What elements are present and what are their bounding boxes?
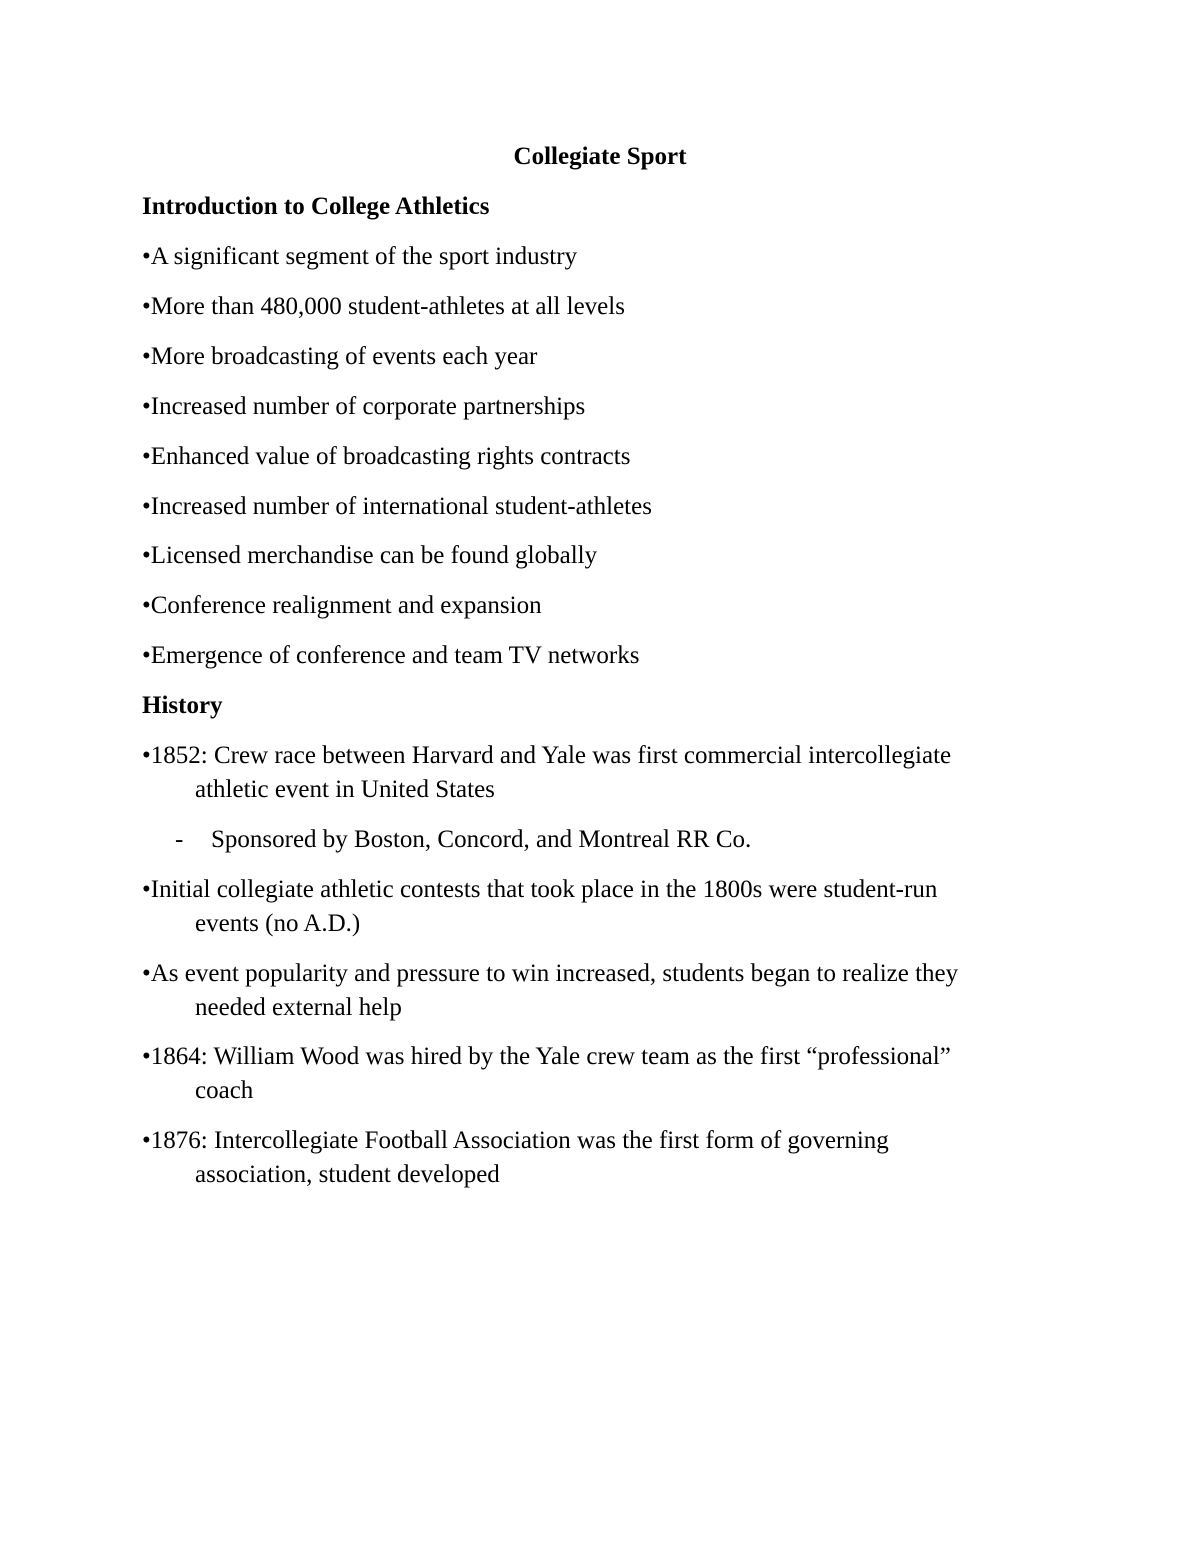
- intro-bullet: •Licensed merchandise can be found globally: [142, 542, 598, 569]
- history-bullet-continuation: needed external help: [195, 994, 402, 1021]
- history-bullet-continuation: events (no A.D.): [195, 910, 361, 937]
- history-bullet: •Initial collegiate athletic contests that took place in the 1800s were student-run: [142, 876, 938, 903]
- history-bullet: •As event popularity and pressure to win increased, students began to realize they: [142, 960, 959, 987]
- history-bullet-continuation: athletic event in United States: [195, 776, 495, 803]
- section-heading-history: History: [142, 692, 223, 719]
- history-sub-bullet: Sponsored by Boston, Concord, and Montreal RR Co.: [211, 826, 752, 853]
- intro-bullet: •Emergence of conference and team TV networks: [142, 642, 640, 669]
- intro-bullet: •More than 480,000 student-athletes at all levels: [142, 293, 625, 320]
- sub-bullet-marker: -: [175, 826, 184, 853]
- history-bullet: •1852: Crew race between Harvard and Yale was first commercial intercollegiate: [142, 742, 952, 769]
- history-bullet-continuation: association, student developed: [195, 1161, 500, 1188]
- intro-bullet: •Increased number of corporate partnerships: [142, 393, 586, 420]
- history-bullet-continuation: coach: [195, 1077, 254, 1104]
- intro-bullet: •More broadcasting of events each year: [142, 343, 538, 370]
- intro-bullet: •Increased number of international student-athletes: [142, 493, 652, 520]
- document-title: Collegiate Sport: [513, 143, 687, 170]
- intro-bullet: •Enhanced value of broadcasting rights contracts: [142, 443, 631, 470]
- history-bullet: •1864: William Wood was hired by the Yale crew team as the first “professional”: [142, 1043, 951, 1070]
- section-heading-introduction: Introduction to College Athletics: [142, 193, 490, 220]
- history-bullet: •1876: Intercollegiate Football Association was the first form of governing: [142, 1127, 889, 1154]
- intro-bullet: •Conference realignment and expansion: [142, 592, 542, 619]
- intro-bullet: •A significant segment of the sport industry: [142, 243, 578, 270]
